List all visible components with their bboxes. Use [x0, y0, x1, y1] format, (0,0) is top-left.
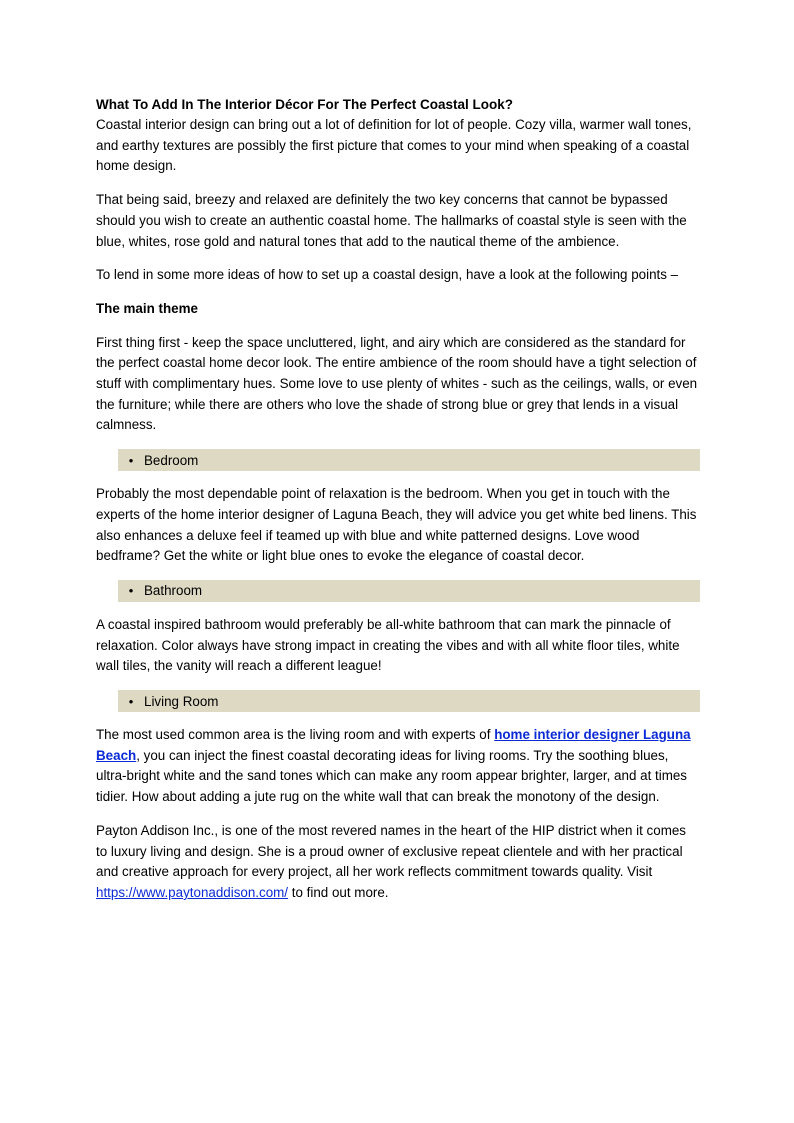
website-link[interactable]: https://www.paytonaddison.com/: [96, 884, 289, 900]
intro-paragraph-2: That being said, breezy and relaxed are definitely the two key concerns that cannot be bypassed should you wish to create an authentic coastal home. The hallmarks of coastal style is seen with the blue, whites, rose gold and natural tones that add to the nautical theme of the ambience.: [96, 192, 687, 249]
main-theme-paragraph: First thing first - keep the space uncluttered, light, and airy which are considered as the standard for the perfect coastal home decor look. The entire ambience of the room should have a tight selection of stuff with complimentary hues. Some love to use plenty of whites - such as the ceilings, walls, or even the furniture; while there are others who love the shade of strong blue or grey that lends in a visual calmness.: [96, 334, 698, 433]
closing-text-after-link: to find out more.: [288, 884, 389, 900]
closing-text-before-link: Payton Addison Inc., is one of the most revered names in the heart of the HIP district when it comes to luxury living and design. She is a proud owner of exclusive repeat clientele and with her practical and creative approach for every project, all her work reflects commitment towards quality. Visit: [96, 822, 686, 880]
bedroom-bullet: [118, 449, 700, 471]
bullet-icon: •: [128, 693, 134, 709]
intro-paragraph-3: To lend in some more ideas of how to set up a coastal design, have a look at the following points –: [96, 267, 679, 283]
bedroom-bullet-label: Bedroom: [144, 452, 199, 468]
closing-paragraph: [96, 821, 700, 904]
living-room-bullet-label: Living Room: [144, 693, 219, 709]
bathroom-bullet-label: Bathroom: [144, 583, 203, 599]
living-room-text-before-link: The most used common area is the living room and with experts of: [96, 727, 495, 743]
bullet-icon: •: [128, 583, 134, 599]
bathroom-bullet: [118, 580, 700, 602]
home-interior-designer-link[interactable]: home interior designer Laguna Beach: [96, 727, 691, 763]
bathroom-paragraph: A coastal inspired bathroom would preferably be all-white bathroom that can mark the pinnacle of relaxation. Color always have strong impact in creating the vibes and with all white floor tiles, white wall tiles, the vanity will reach a different league!: [96, 616, 680, 674]
living-room-text-after-link: , you can inject the finest coastal decorating ideas for living rooms. Try the soothing blues, ultra-bright white and the sand tones which can make any room appear brighter, larger, and at times tidier. How about adding a jute rug on the white wall that can break the monotony of the design.: [96, 747, 688, 805]
main-theme-heading: The main theme: [96, 300, 198, 316]
living-room-bullet: [118, 690, 700, 712]
bullet-icon: •: [128, 452, 134, 468]
bedroom-paragraph: Probably the most dependable point of relaxation is the bedroom. When you get in touch with the experts of the home interior designer of Laguna Beach, they will advice you get white bed linens. This also enhances a deluxe feel if teamed up with blue and white patterned designs. Love wood bedframe? Get the white or light blue ones to evoke the elegance of coastal decor.: [96, 486, 697, 564]
living-room-paragraph: [96, 725, 700, 808]
document-page: [96, 95, 700, 917]
document-title: What To Add In The Interior Décor For The Perfect Coastal Look?: [96, 97, 514, 112]
intro-paragraph-1: Coastal interior design can bring out a lot of definition for lot of people. Cozy villa, warmer wall tones, and earthy textures are possibly the first picture that comes to your mind when speaking of a coastal home design.: [96, 117, 692, 174]
